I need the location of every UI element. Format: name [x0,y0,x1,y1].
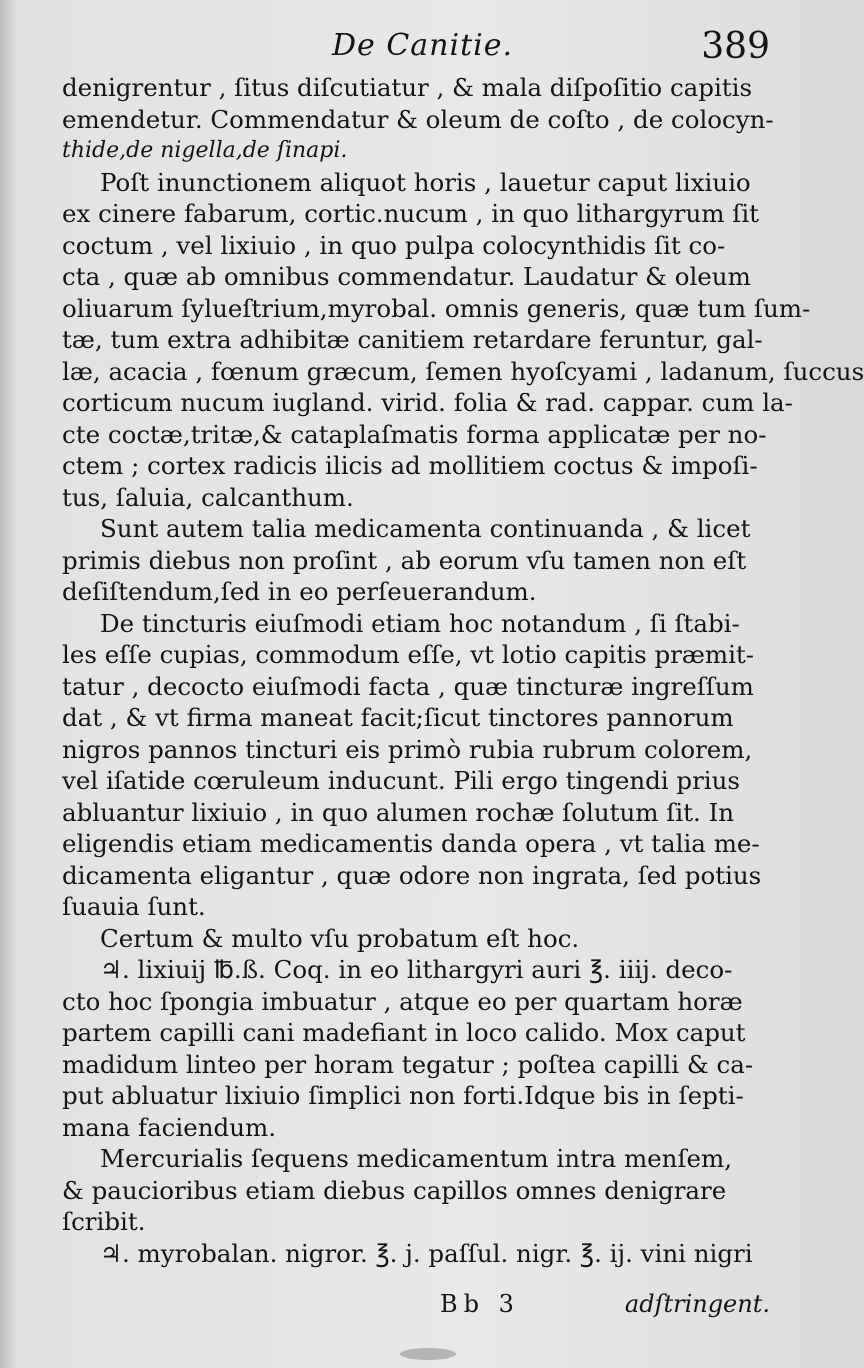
text-line: Mercurialis ſequens medicamentum intra menſem, [100,1144,733,1173]
body-text [62,72,864,1269]
text-line: De tincturis eiuſmodi etiam hoc notandum , ſi ſtabi- [100,608,740,638]
page-header [70,28,770,74]
text-line: tus, ſaluia, calcanthum. [62,482,354,512]
page-number: 389 [701,26,770,67]
text-line: coctum , vel lixiuio , in quo pulpa colocynthidis ſit co- [62,230,726,260]
text-line: cto hoc ſpongia imbuatur , atque eo per quartam horæ [62,986,743,1016]
text-line: ſcribit. [62,1207,146,1236]
page-footer [440,1290,770,1330]
text-line: nigros pannos tincturi eis primò rubia rubrum colorem, [62,734,753,764]
text-line: tatur , decocto eiuſmodi facta , quæ tincturæ ingreſſum [62,671,754,701]
text-line: læ, acacia , fœnum græcum, ſemen hyoſcyami , ladanum, ſuccus [62,356,864,386]
text-line: emendetur. Commendatur & oleum de coſto , de colocyn- [62,104,774,134]
catchword: adſtringent. [624,1290,770,1318]
text-line: madidum linteo per horam tegatur ; poſtea capilli & ca- [62,1049,754,1079]
text-line: Certum & multo vſu probatum eſt hoc. [100,923,580,953]
text-line: vel iſatide cœruleum inducunt. Pili ergo tingendi prius [62,766,740,795]
text-line: denigrentur , ſitus diſcutiatur , & mala diſpoſitio capitis [62,73,753,102]
signature-mark: Bb 3 [440,1290,520,1318]
text-line: ex cinere fabarum, cortic.nucum , in quo lithargyrum ſit [62,199,760,228]
text-line: tæ, tum extra adhibitæ canitiem retardare feruntur, gal- [62,325,763,354]
text-line: partem capilli cani madefiant in loco calido. Mox caput [62,1018,746,1047]
text-line: corticum nucum iugland. virid. folia & rad. cappar. cum la- [62,388,793,417]
text-line: ♃. lixiuij ℔.ß. Coq. in eo lithargyri auri ℥. iiij. deco- [100,955,733,984]
text-line: ctem ; cortex radicis ilicis ad mollitiem coctus & impoſi- [62,451,758,480]
text-line: deſiſtendum,ſed in eo perſeuerandum. [62,577,537,606]
ink-smudge [400,1348,456,1360]
text-line: Poſt inunctionem aliquot horis , lauetur caput lixiuio [100,167,751,197]
text-line: mana faciendum. [62,1112,277,1142]
text-line: eligendis etiam medicamentis danda opera , vt talia me- [62,829,760,858]
text-line: les eſſe cupias, commodum eſſe, vt lotio capitis præmit- [62,640,755,669]
running-title: De Canitie. [332,28,514,63]
text-line: thide,de nigella,de ſinapi. [62,138,348,163]
text-line: Sunt autem talia medicamenta continuanda , & licet [100,514,751,543]
text-line: abluantur lixiuio , in quo alumen rochæ ſolutum ſit. In [62,797,735,827]
text-line: ♃. myrobalan. nigror. ℥. j. paſſul. nigr. ℥. ij. vini nigri [100,1238,753,1268]
text-line: ſuauia ſunt. [62,892,206,921]
text-line: dicamenta eligantur , quæ odore non ingrata, ſed potius [62,860,762,890]
text-line: put abluatur lixiuio ſimplici non forti.Idque bis in ſepti- [62,1081,744,1110]
text-line: cte coctæ,tritæ,& cataplaſmatis forma applicatæ per no- [62,419,767,449]
text-line: primis diebus non proſint , ab eorum vſu tamen non eſt [62,545,747,575]
text-line: dat , & vt firma maneat facit;ſicut tinctores pannorum [62,703,734,732]
text-line: cta , quæ ab omnibus commendatur. Laudatur & oleum [62,262,751,291]
text-line: oliuarum ſylueſtrium,myrobal. omnis generis, quæ tum ſum- [62,293,811,323]
text-line: & paucioribus etiam diebus capillos omnes denigrare [62,1175,727,1205]
